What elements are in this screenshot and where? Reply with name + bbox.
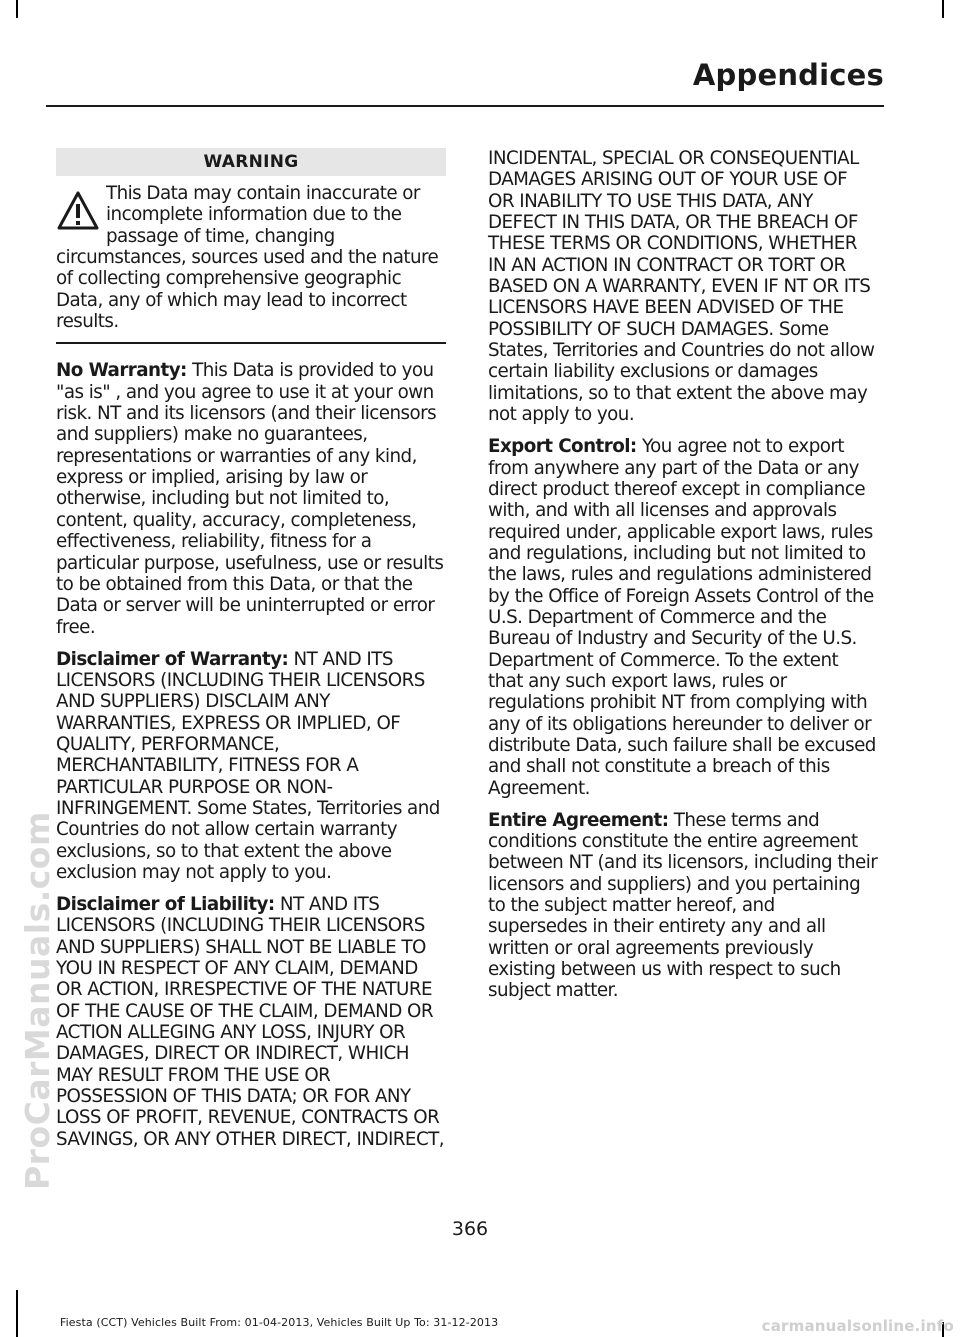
left-column <box>56 148 446 1161</box>
right-column <box>488 148 878 1012</box>
warning-triangle-icon <box>56 189 100 233</box>
disclaimer-warranty-title: Disclaimer of Warranty: <box>56 648 289 670</box>
disclaimer-liability-text: NT AND ITS LICENSORS (INCLUDING THEIR LICENSORS AND SUPPLIERS) SHALL NOT BE LIABLE TO YOU IN RESPECT OF ANY CLAIM, DEMAND OR ACTION, IRRESPECTIVE OF THE NATURE OF THE CAUSE OF THE CLAIM, DEMAND OR ACTION ALLEGING ANY LOSS, INJURY OR DAMAGES, DIRECT OR INDIRECT, WHICH MAY RESULT FROM THE USE OR POSSESSION OF THIS DATA; OR FOR ANY LOSS OF PROFIT, REVENUE, CONTRACTS OR SAVINGS, OR ANY OTHER DIRECT, INDIRECT, <box>56 894 445 1150</box>
no-warranty-text: This Data is provided to you "as is" , and you agree to use it at your own risk. NT and its licensors (and their licensors and suppliers) make no guarantees, representations or warranties of any kind, express or implied, arising by law or otherwise, including but not limited to, content, quality, accuracy, completeness, effectiveness, reliability, fitness for a particular purpose, usefulness, use or results to be obtained from this Data, or that the Data or server will be uninterrupted or error free. <box>56 360 444 638</box>
page-number: 366 <box>451 1218 489 1240</box>
no-warranty-title: No Warranty: <box>56 360 187 382</box>
warning-body <box>56 176 446 344</box>
entire-agreement-text: These terms and conditions constitute the entire agreement between NT (and its licensors, including their licensors and suppliers) and you pertaining to the subject matter hereof, and supersedes in their entirety any and all written or oral agreements previously existing between us with respect to such subject matter. <box>488 809 878 1002</box>
footer-vehicle-info: Fiesta (CCT) Vehicles Built From: 01-04-2013, Vehicles Built Up To: 31-12-2013 <box>60 1316 499 1329</box>
disclaimer-warranty-text: NT AND ITS LICENSORS (INCLUDING THEIR LICENSORS AND SUPPLIERS) DISCLAIM ANY WARRANTIES, EXPRESS OR IMPLIED, OF QUALITY, PERFORMANCE, MERCHANTABILITY, FITNESS FOR A PARTICULAR PURPOSE OR NON-INFRINGEMENT. Some States, Territories and Countries do not allow certain warranty exclusions, so to that extent the above exclusion may not apply to you. <box>56 648 440 883</box>
warning-text: This Data may contain inaccurate or incomplete information due to the passage of time, changing circumstances, sources used and the nature of collecting comprehensive geographic Data, any of which may lead to incorrect results. <box>56 183 439 333</box>
export-control-paragraph <box>488 436 878 799</box>
no-warranty-paragraph <box>56 360 446 637</box>
disclaimer-liability-paragraph <box>56 894 446 1150</box>
disclaimer-warranty-paragraph <box>56 649 446 884</box>
disclaimer-liability-title: Disclaimer of Liability: <box>56 894 275 916</box>
side-watermark: ProCarManuals.com <box>18 811 57 1190</box>
warning-box <box>56 148 446 344</box>
entire-agreement-paragraph <box>488 810 878 1002</box>
crop-mark-bottom-left <box>16 1290 18 1337</box>
entire-agreement-title: Entire Agreement: <box>488 809 669 831</box>
bottom-watermark: carmanualsonline.info <box>761 1317 954 1335</box>
header-divider <box>46 105 884 107</box>
crop-mark-top-right <box>942 0 944 18</box>
crop-mark-top-left <box>16 0 18 18</box>
export-control-title: Export Control: <box>488 436 637 458</box>
disclaimer-liability-continued: INCIDENTAL, SPECIAL OR CONSEQUENTIAL DAMAGES ARISING OUT OF YOUR USE OF OR INABILITY TO USE THIS DATA, ANY DEFECT IN THIS DATA, OR THE BREACH OF THESE TERMS OR CONDITIONS, WHETHER IN AN ACTION IN CONTRACT OR TORT OR BASED ON A WARRANTY, EVEN IF NT OR ITS LICENSORS HAVE BEEN ADVISED OF THE POSSIBILITY OF SUCH DAMAGES. Some States, Territories and Countries do not allow certain liability exclusions or damages limitations, so to that extent the above may not apply to you. <box>488 148 875 426</box>
export-control-text: You agree not to export from anywhere any part of the Data or any direct product thereof except in compliance with, and with all licenses and approvals required under, applicable export laws, rules and regulations, including but not limited to the laws, rules and regulations administered by the Office of Foreign Assets Control of the U.S. Department of Commerce and the Bureau of Industry and Security of the U.S. Department of Commerce. To the extent that any such export laws, rules or regulations prohibit NT from complying with any of its obligations hereunder to deliver or distribute Data, such failure shall be excused and shall not constitute a breach of this Agreement. <box>488 436 876 799</box>
page-title: Appendices <box>692 58 884 92</box>
warning-heading: WARNING <box>56 148 446 176</box>
